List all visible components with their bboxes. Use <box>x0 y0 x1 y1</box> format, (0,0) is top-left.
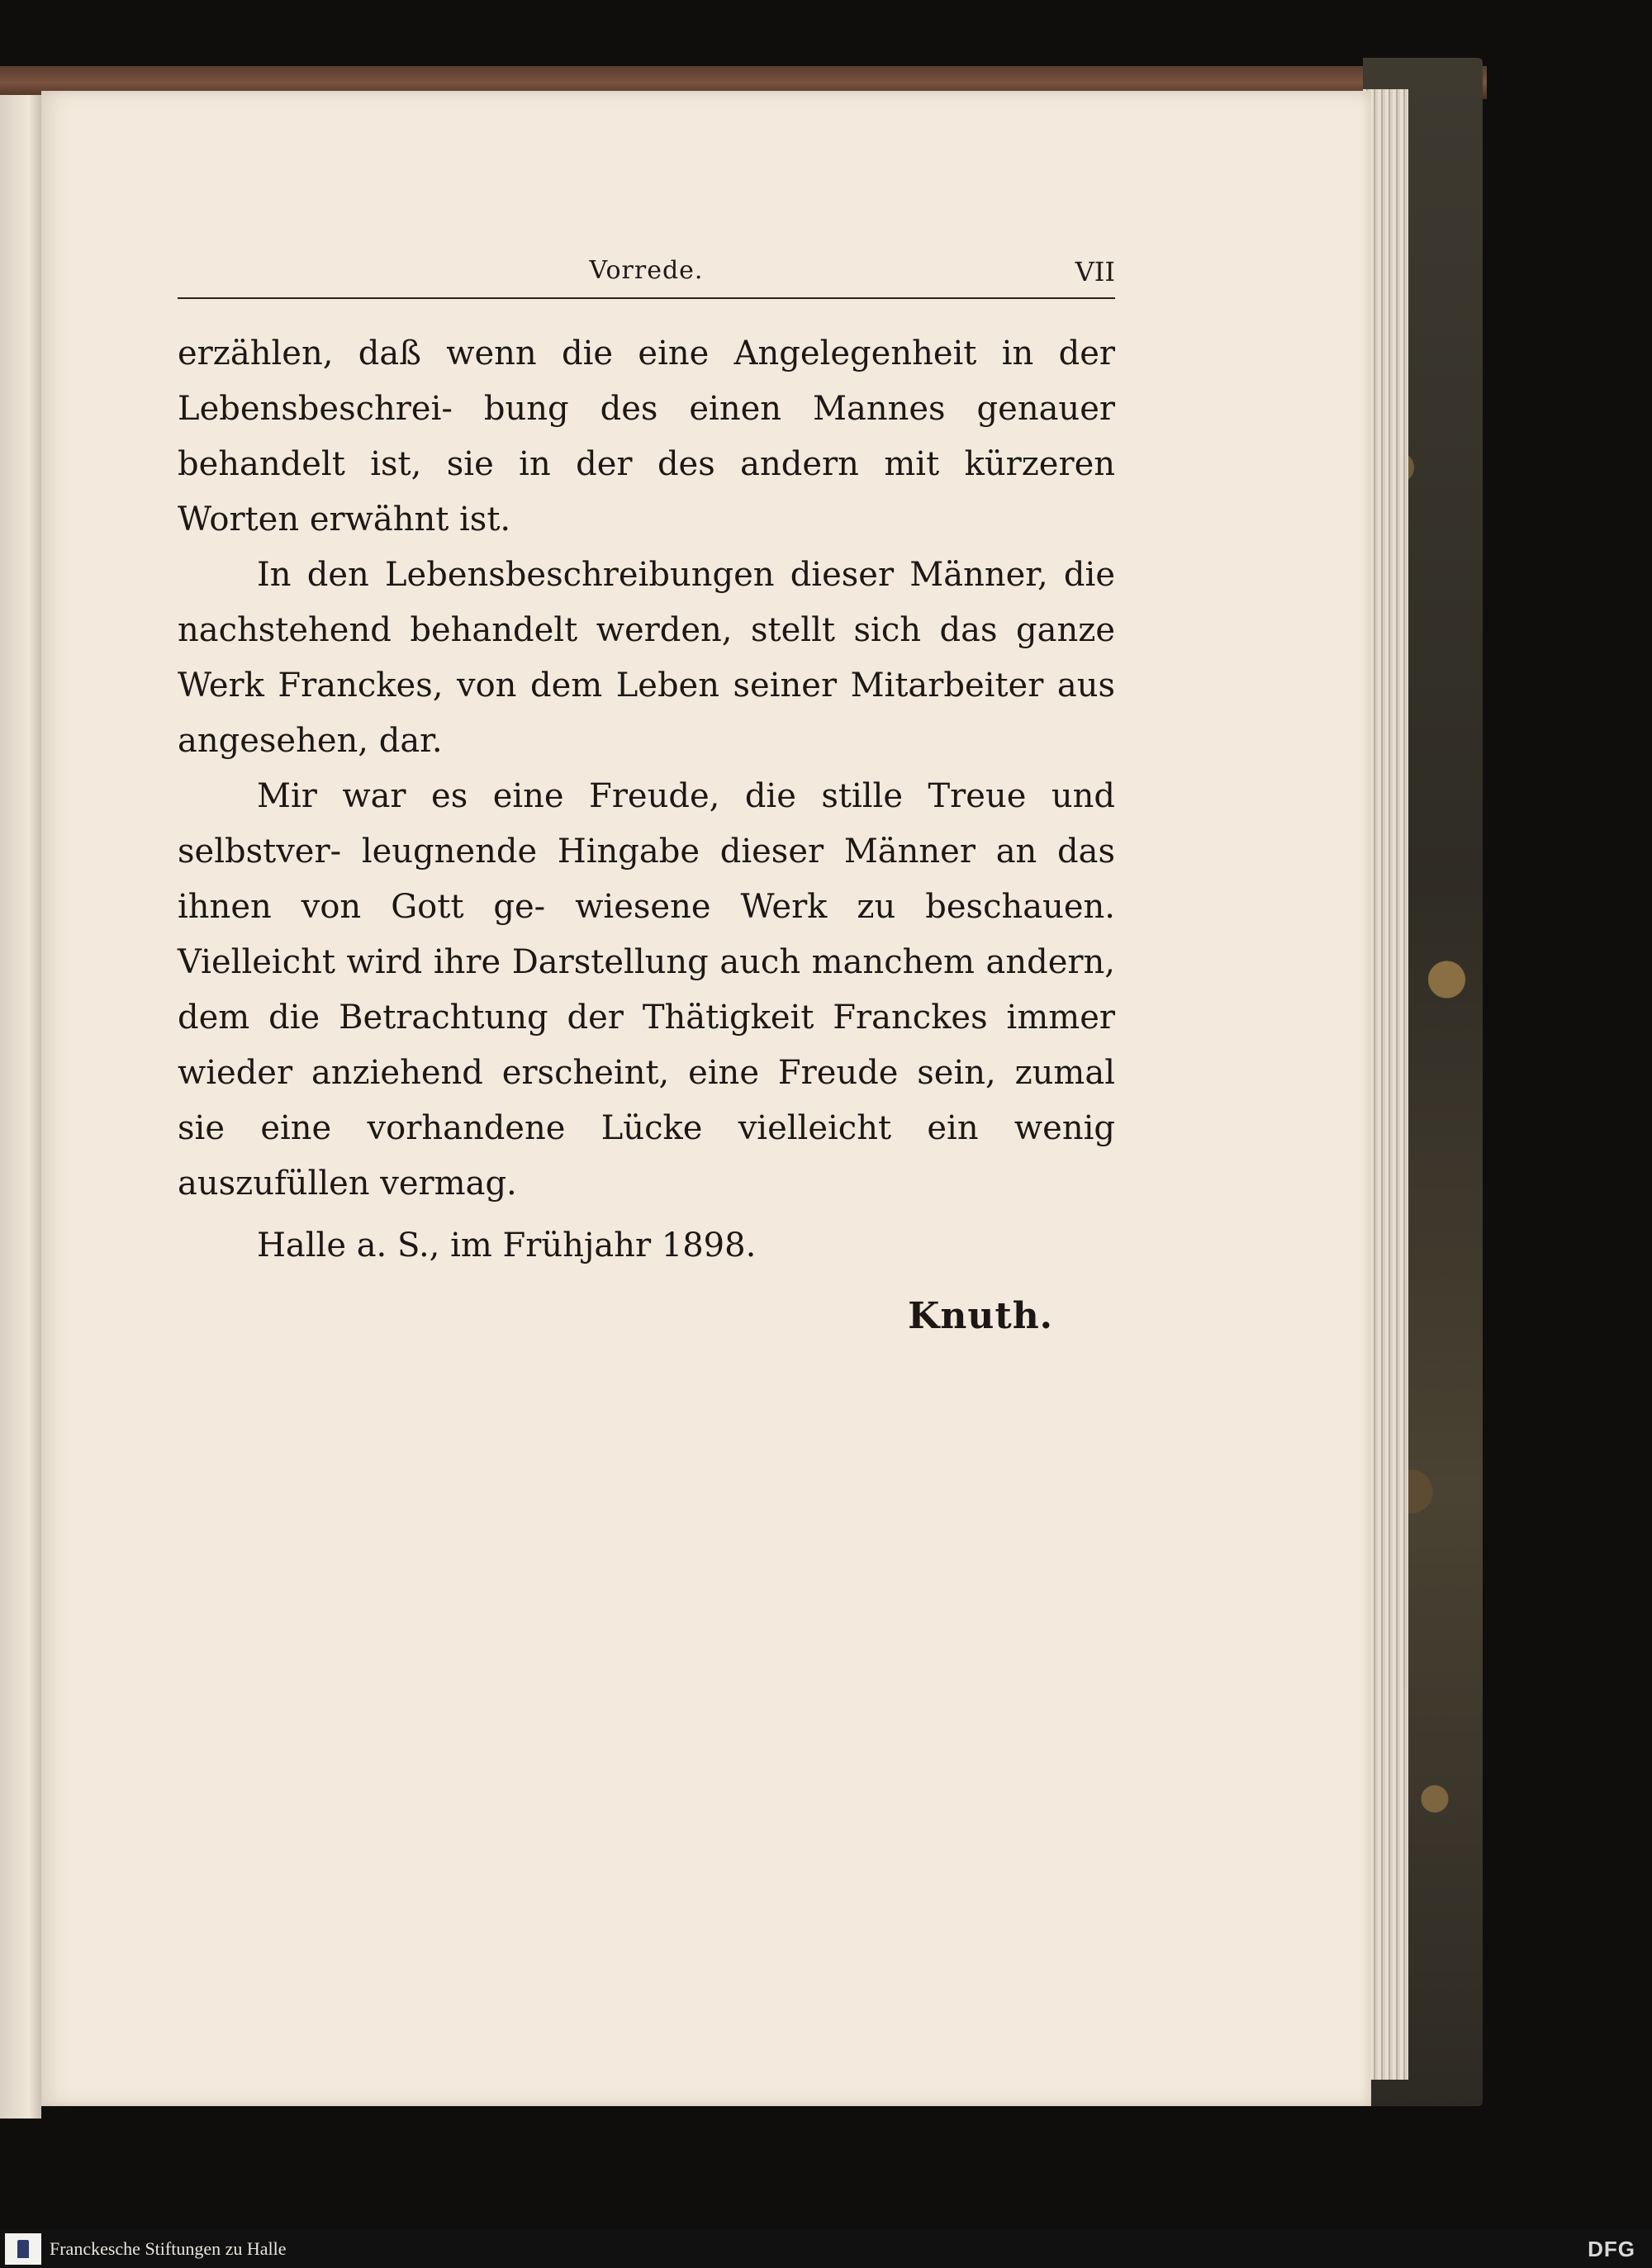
paragraph-3: Mir war es eine Freude, die stille Treue und selbstver- leugnende Hingabe dieser Männer an das ihnen von Gott ge- wiesene Werk zu beschauen. Vielleicht wird ihre Darstellung auch manchem andern, dem die Betrachtung der Thätigkeit Franckes immer wieder anziehend erscheint, eine Freude sein, zumal sie eine vorhandene Lücke vielleicht ein wenig auszufüllen vermag. <box>178 777 1115 1203</box>
place-date: Halle a. S., im Frühjahr 1898. <box>257 1227 757 1264</box>
footer-bar <box>0 2230 1652 2268</box>
body-text <box>178 326 1115 1344</box>
institution-logo-icon <box>5 2233 41 2265</box>
left-page-edge <box>0 95 41 2119</box>
page-number: VII <box>1075 256 1115 287</box>
paragraph-2: In den Lebensbeschreibungen dieser Männer, die nachstehend behandelt werden, stellt sich das ganze Werk Franckes, von dem Leben seiner Mitarbeiter aus angesehen, dar. <box>178 556 1115 760</box>
paragraph-1: erzählen, daß wenn die eine Angelegenheit in der Lebensbeschrei- bung des einen Mannes genauer behandelt ist, sie in der des andern mit kürzeren Worten erwähnt ist. <box>178 335 1115 539</box>
footer-funder-logo: DFG <box>1588 2237 1635 2261</box>
running-head <box>178 248 1115 299</box>
footer-institution: Franckesche Stiftungen zu Halle <box>50 2238 287 2259</box>
running-head-title: Vorrede. <box>589 256 704 285</box>
signature: Knuth. <box>908 1295 1053 1337</box>
